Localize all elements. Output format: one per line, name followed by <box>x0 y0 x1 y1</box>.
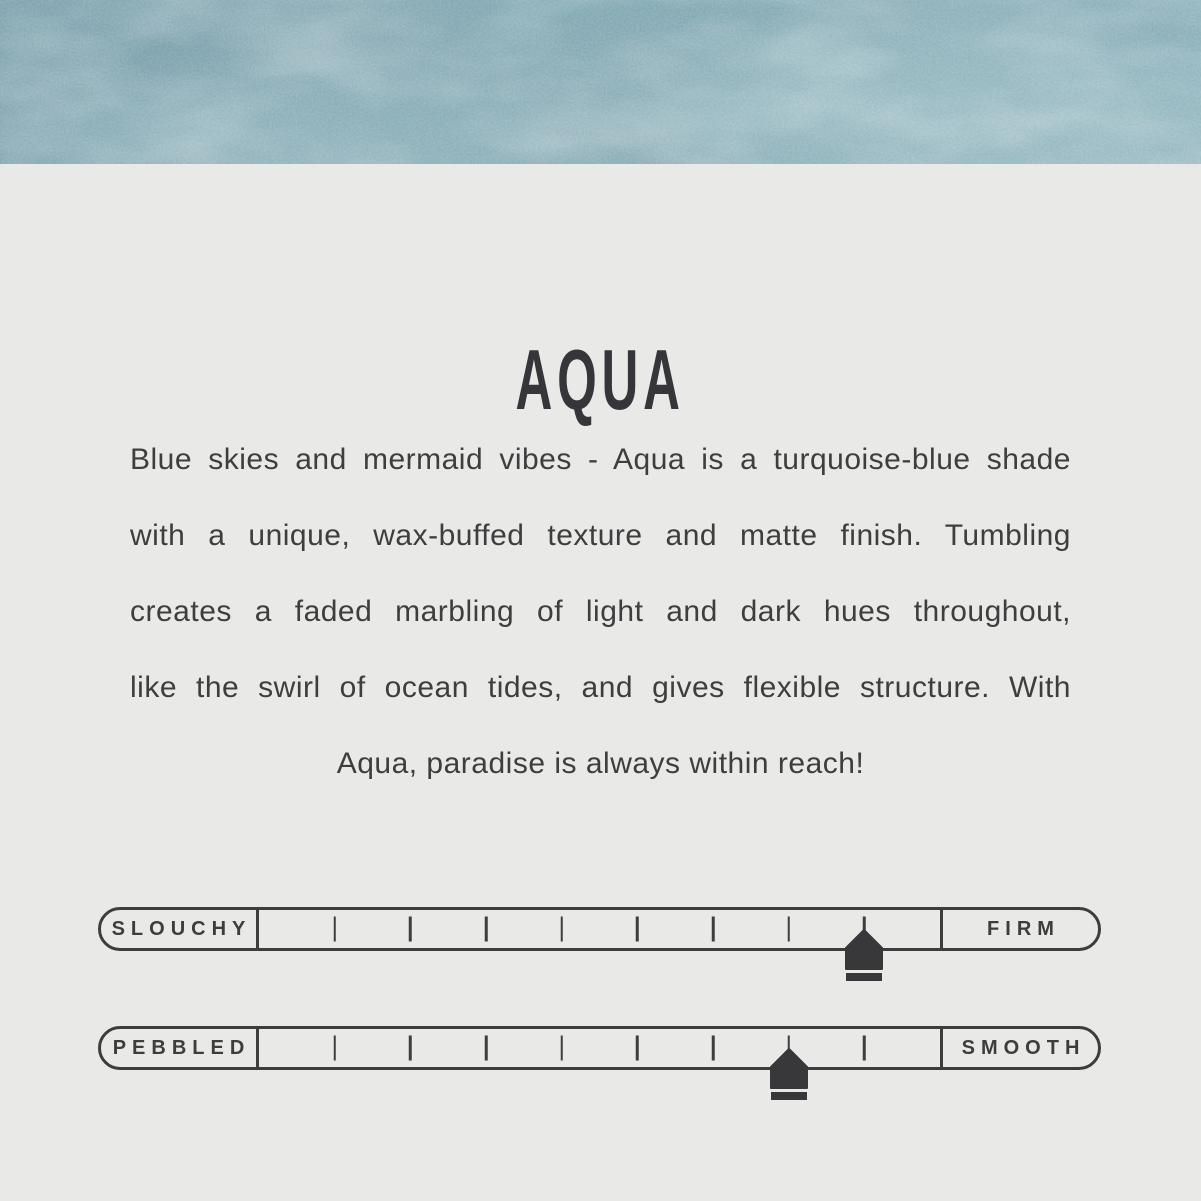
tick-mark <box>560 1036 563 1061</box>
tick-mark <box>636 917 639 942</box>
pebbled-smooth-scale <box>98 1026 1101 1070</box>
tick-mark <box>863 1036 866 1061</box>
tick-mark <box>333 1036 336 1061</box>
tick-mark <box>636 1036 639 1061</box>
tick-area <box>259 1029 940 1067</box>
description-line: like the swirl of ocean tides, and gives flexible structure. With <box>130 671 1071 704</box>
slider-marker-icon <box>770 1048 808 1100</box>
leather-texture-image <box>0 0 1201 164</box>
slouchy-firm-scale <box>98 907 1101 951</box>
leather-texture-banner <box>0 0 1201 164</box>
description-line: Blue skies and mermaid vibes - Aqua is a turquoise-blue shade <box>130 443 1071 476</box>
scale-marker <box>845 929 883 981</box>
tick-area <box>259 910 940 948</box>
color-description <box>130 422 1071 802</box>
scale-right-label: SMOOTH <box>940 1029 1098 1067</box>
tick-mark <box>333 917 336 942</box>
description-line: creates a faded marbling of light and dark hues throughout, <box>130 595 1071 628</box>
tick-mark <box>560 917 563 942</box>
scale-left-label: SLOUCHY <box>101 910 259 948</box>
tick-mark <box>485 1036 488 1061</box>
scale-marker <box>770 1048 808 1100</box>
tick-mark <box>787 917 790 942</box>
tick-mark <box>712 917 715 942</box>
scale-left-label: PEBBLED <box>101 1029 259 1067</box>
tick-mark <box>409 1036 412 1061</box>
scale-right-label: FIRM <box>940 910 1098 948</box>
color-name-title <box>0 332 1201 428</box>
tick-mark <box>409 917 412 942</box>
description-line: Aqua, paradise is always within reach! <box>336 747 865 780</box>
tick-mark <box>485 917 488 942</box>
description-line: with a unique, wax-buffed texture and matte finish. Tumbling <box>130 519 1071 552</box>
tick-mark <box>712 1036 715 1061</box>
color-name-text: AQUA <box>515 332 686 428</box>
slider-marker-icon <box>845 929 883 981</box>
